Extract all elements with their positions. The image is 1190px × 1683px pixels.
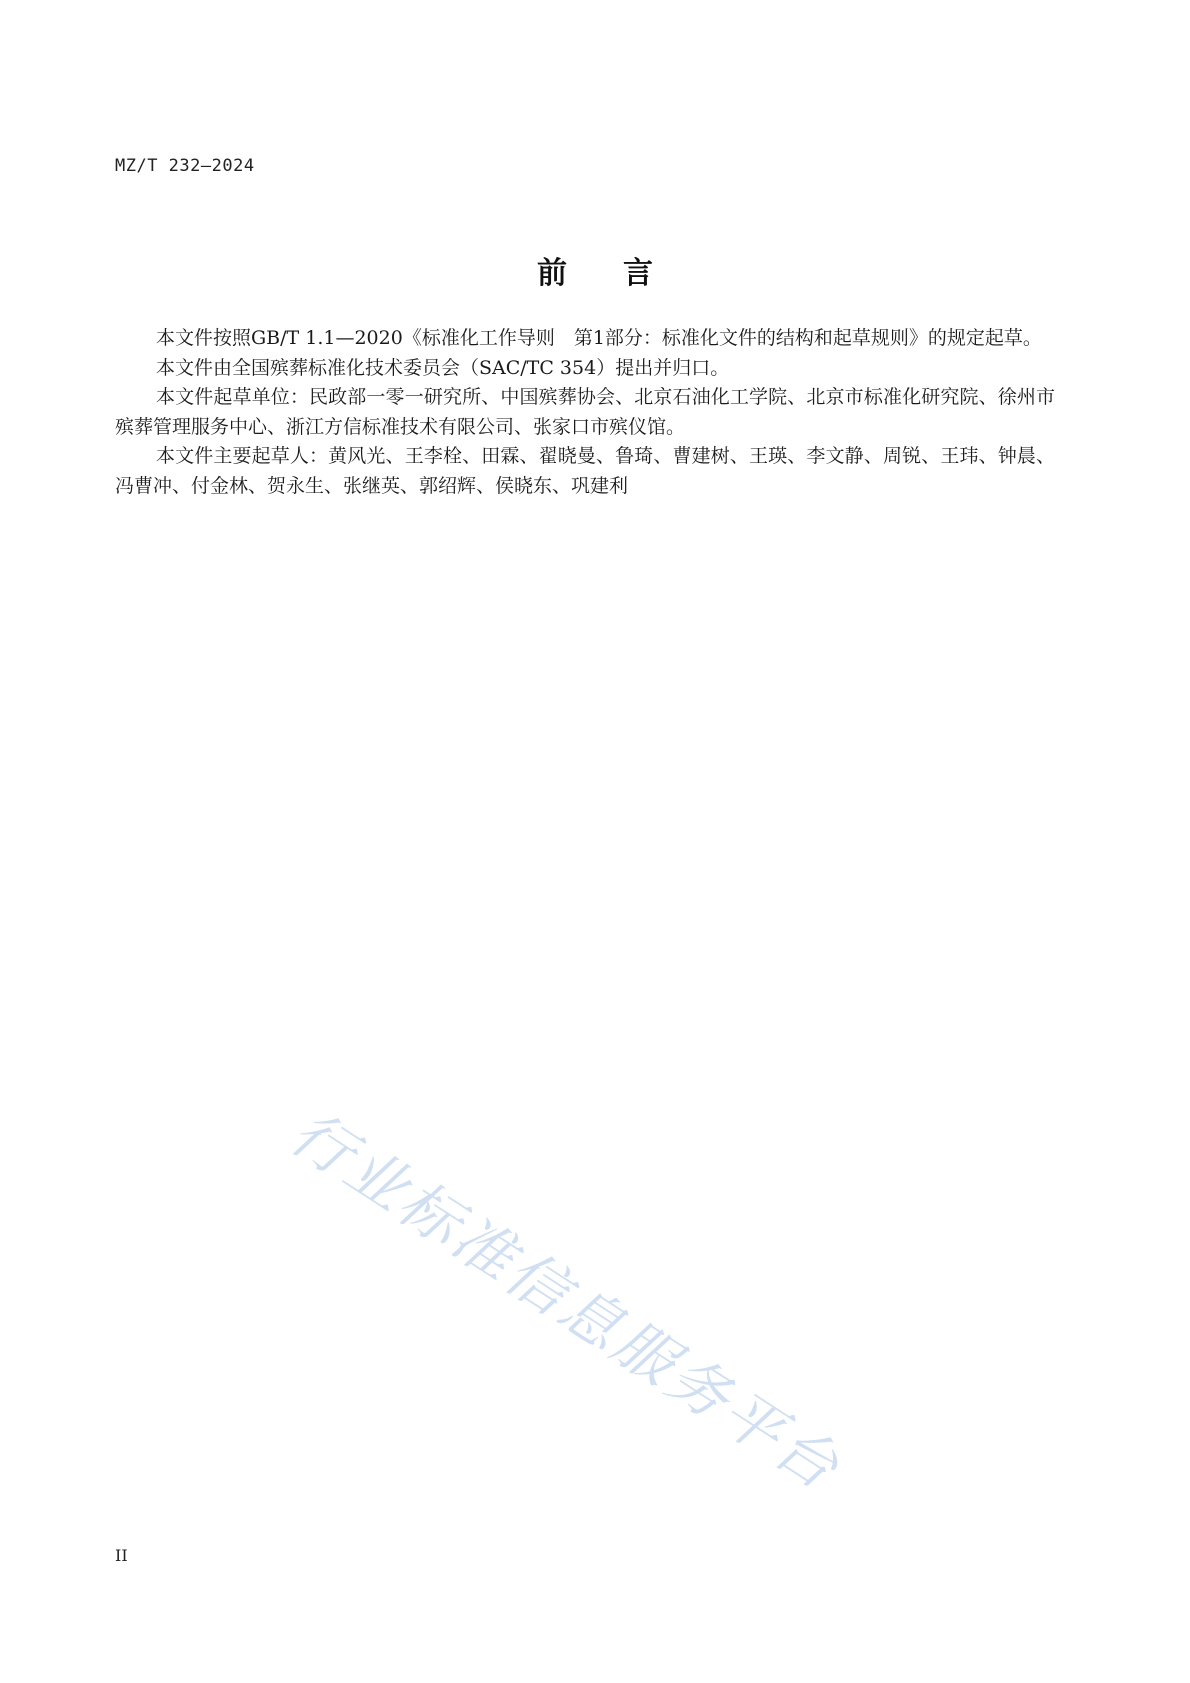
paragraph-drafting-rules: 本文件按照GB/T 1.1—2020《标准化工作导则 第1部分：标准化文件的结构和起草规则》的规定起草。 bbox=[156, 327, 1042, 349]
watermark: 行业标准信息服务平台 bbox=[278, 1097, 854, 1506]
foreword-body bbox=[115, 324, 1055, 501]
page-number: II bbox=[115, 1546, 128, 1565]
paragraph-drafting-units: 本文件起草单位：民政部一零一研究所、中国殡葬协会、北京石油化工学院、北京市标准化研究院、徐州市殡葬管理服务中心、浙江方信标准技术有限公司、张家口市殡仪馆。 bbox=[115, 386, 1055, 438]
paragraph-main-drafters: 本文件主要起草人：黄风光、王李栓、田霖、翟晓曼、鲁琦、曹建树、王瑛、李文静、周锐、王玮、钟晨、冯曹冲、付金林、贺永生、张继英、郭绍辉、侯晓东、巩建利 bbox=[115, 445, 1055, 497]
page-title: 前言 bbox=[537, 256, 709, 291]
paragraph-proposed-by: 本文件由全国殡葬标准化技术委员会（SAC/TC 354）提出并归口。 bbox=[156, 356, 730, 379]
standard-number: MZ/T 232—2024 bbox=[115, 156, 255, 176]
